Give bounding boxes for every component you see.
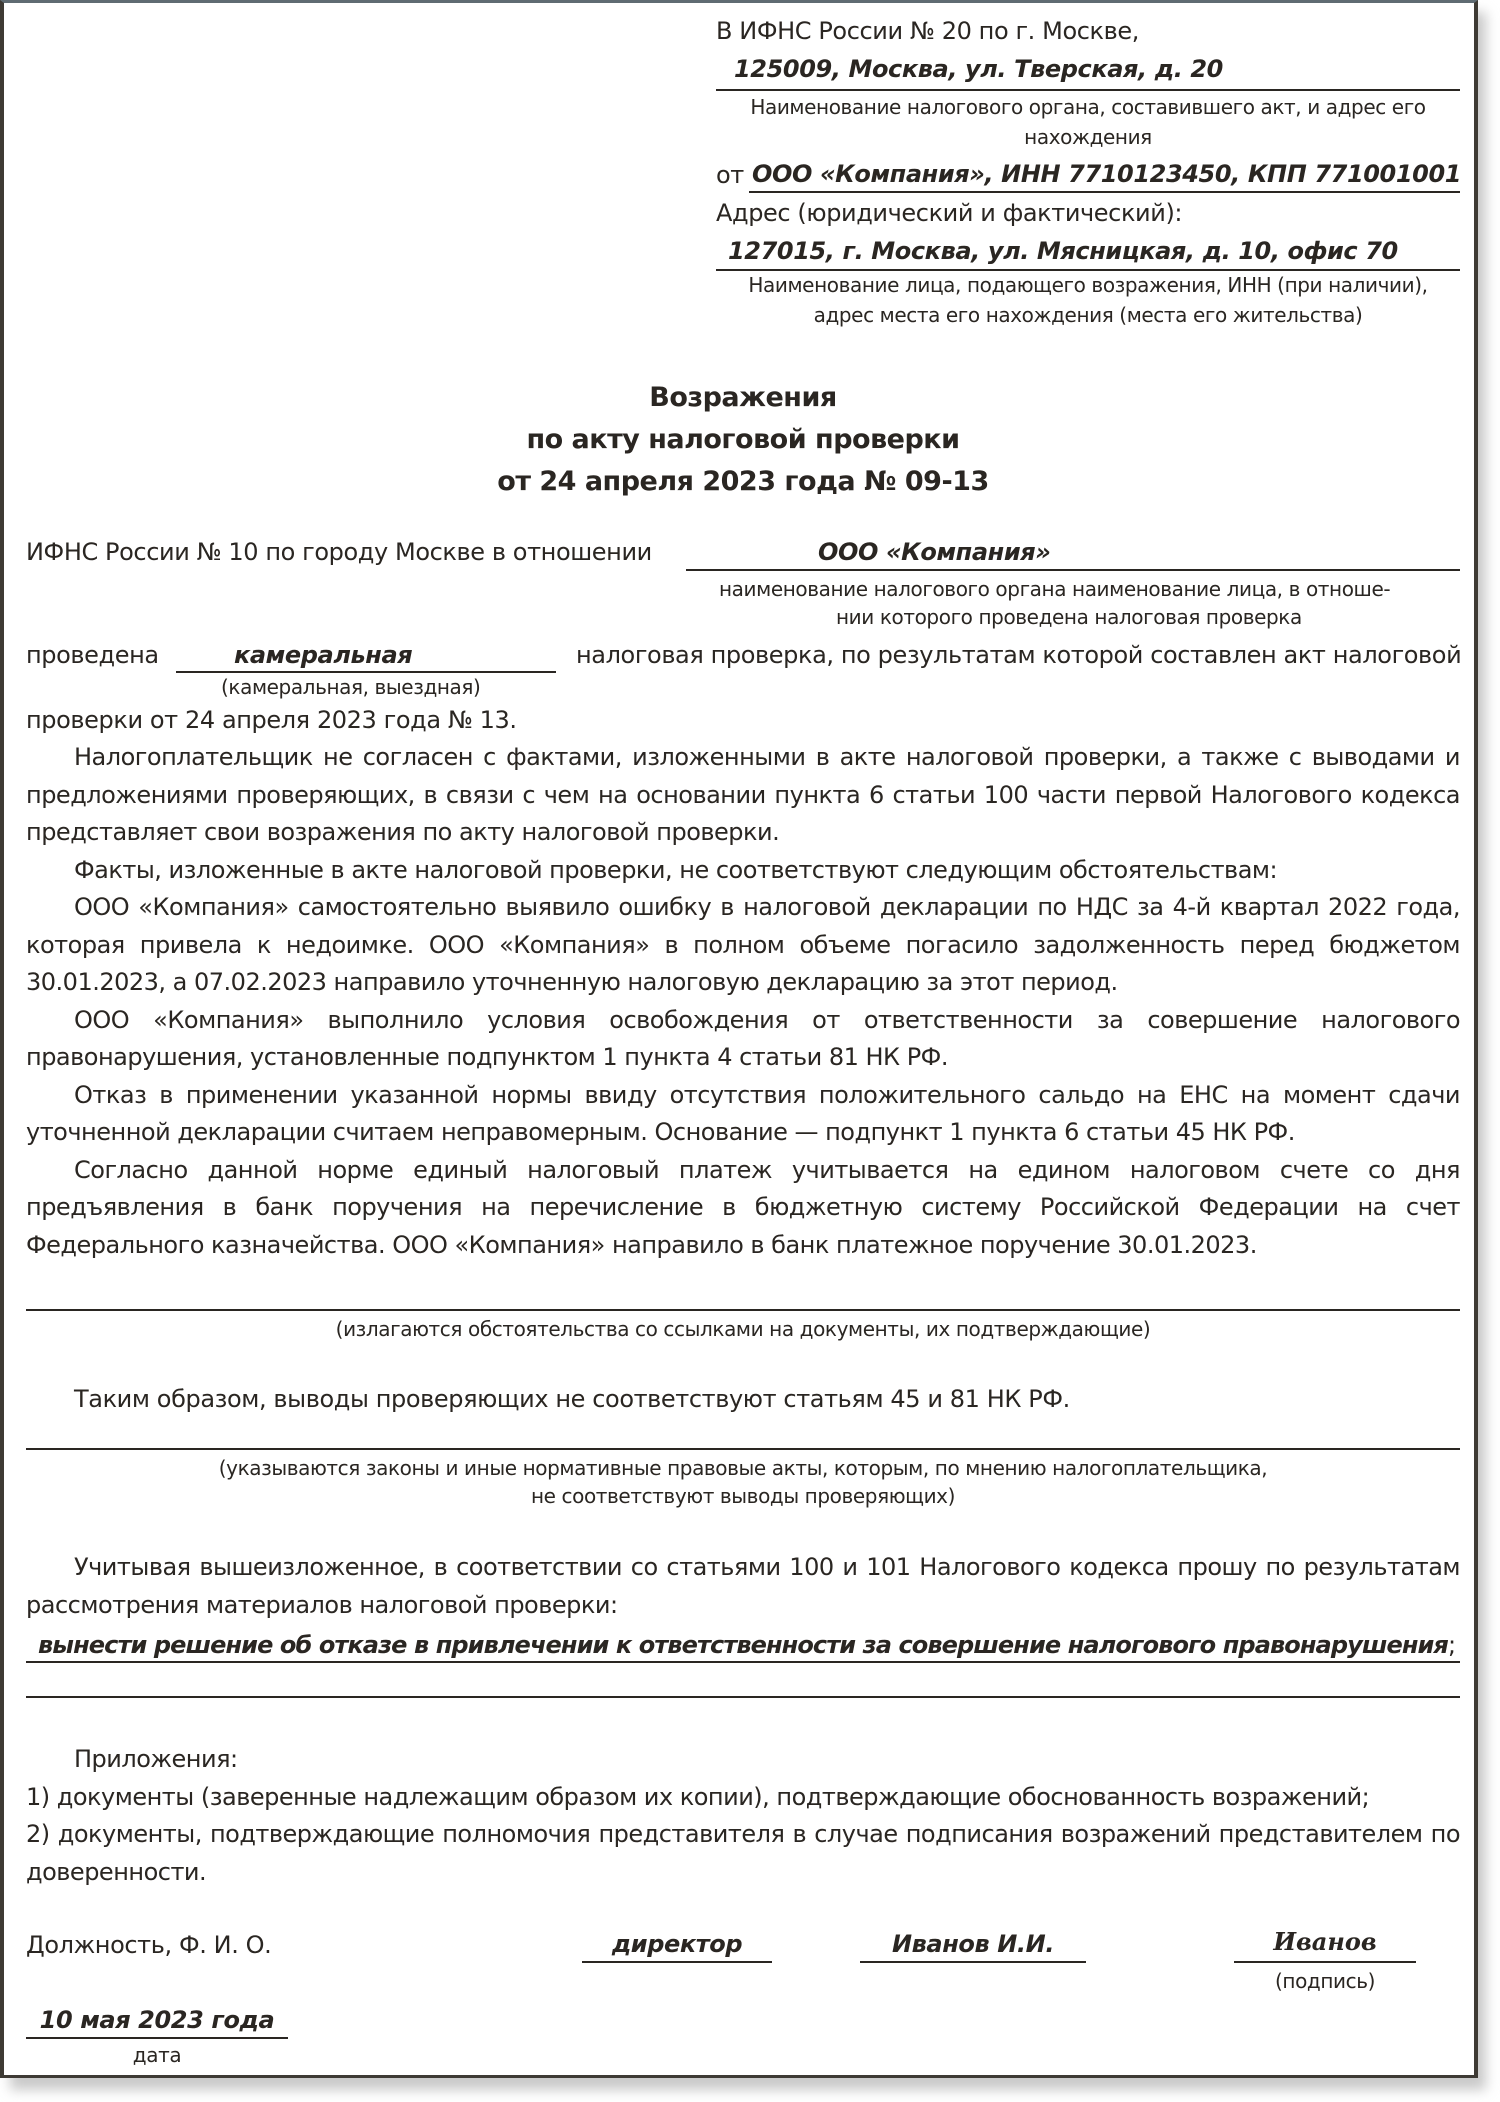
type-field <box>176 637 556 673</box>
date-field <box>26 2003 288 2039</box>
conclusion-text: Таким образом, выводы проверяющих не соответствуют статьям 45 и 81 НК РФ. <box>74 1385 1070 1413</box>
signature-field <box>1234 1923 1416 1963</box>
circumstances-caption: (излагаются обстоятельства со ссылками на документы, их подтверждающие) <box>335 1317 1151 1341</box>
from-value: ООО «Компания», ИНН 7710123450, КПП 771001001 <box>752 160 1462 188</box>
paragraph-5: Отказ в применении указанной нормы ввиду отсутствия положительного сальдо на ЕНС на момент сдачи уточненной декларации считаем неправомерным. Основание — подпункт 1 пункта 6 статьи 45 НК РФ. <box>26 1080 1460 1146</box>
signature-label: Должность, Ф. И. О. <box>26 1931 272 1959</box>
request-suffix: ; <box>1447 1631 1456 1659</box>
signature-value: Иванов <box>1273 1927 1377 1956</box>
request-value: вынести решение об отказе в привлечении к ответственности за совершение налогового правонарушения <box>38 1631 1448 1659</box>
address-value: 127015, г. Москва, ул. Мясницкая, д. 10, офис 70 <box>728 237 1398 265</box>
sender-caption-2: адрес места его нахождения (места его жительства) <box>813 303 1363 327</box>
request-field <box>26 1627 1460 1663</box>
address-field <box>716 235 1460 271</box>
request-extra-rule <box>26 1696 1460 1698</box>
from-field <box>749 157 1460 193</box>
date-value: 10 мая 2023 года <box>39 2006 275 2034</box>
subject-field <box>686 533 1460 571</box>
subject-value: ООО «Компания» <box>818 538 1051 566</box>
name-value: Иванов И.И. <box>891 1930 1055 1958</box>
title-line-3: от 24 апреля 2023 года № 09-13 <box>497 466 989 497</box>
recipient-caption-1: Наименование налогового органа, составившего акт, и адрес его <box>750 95 1426 119</box>
act-line: проверки от 24 апреля 2023 года № 13. <box>26 706 517 734</box>
title-line-1: Возражения <box>649 382 837 413</box>
attachments <box>26 1741 1460 1891</box>
type-caption: (камеральная, выездная) <box>221 675 481 699</box>
laws-rule <box>26 1448 1460 1450</box>
body-paragraphs <box>26 739 1460 1264</box>
name-field <box>860 1927 1086 1963</box>
document-title <box>4 377 1482 503</box>
request-intro: Учитывая вышеизложенное, в соответствии со статьями 100 и 101 Налогового кодекса прошу по результатам рассмотрения материалов налоговой проверки: <box>26 1553 1460 1619</box>
recipient-address-field <box>716 53 1460 91</box>
recipient-address: 125009, Москва, ул. Тверская, д. 20 <box>734 55 1223 83</box>
laws-caption-2: не соответствуют выводы проверяющих) <box>530 1484 956 1508</box>
date-caption: дата <box>132 2043 182 2067</box>
circumstances-rule <box>26 1309 1460 1311</box>
conducted-label: проведена <box>26 641 159 669</box>
signature-caption: (подпись) <box>1274 1969 1375 1993</box>
subject-caption-2: нии которого проведена налоговая проверка <box>836 605 1302 629</box>
request-line <box>38 1631 1456 1659</box>
tail-text: налоговая проверка, по результатам которой составлен акт налоговой <box>576 641 1462 669</box>
recipient-caption-2: нахождения <box>1024 125 1152 149</box>
paragraph-1: Налогоплательщик не согласен с фактами, изложенными в акте налоговой проверки, а также с выводами и предложениями проверяющих, в связи с чем на основании пункта 6 статьи 100 части первой Налогового кодекса представляет свои возражения по акту налоговой проверки. <box>26 743 1460 846</box>
title-line-2: по акту налоговой проверки <box>526 424 960 455</box>
attachment-item-2: 2) документы, подтверждающие полномочия представителя в случае подписания возражений представителем по доверенности. <box>26 1820 1460 1886</box>
from-prefix: от <box>716 161 744 189</box>
type-value: камеральная <box>234 641 413 669</box>
laws-caption-1: (указываются законы и иные нормативные правовые акты, которым, по мнению налогоплательщика, <box>218 1456 1268 1480</box>
sender-caption-1: Наименование лица, подающего возражения, ИНН (при наличии), <box>748 273 1428 297</box>
subject-caption-1: наименование налогового органа наименование лица, в отноше- <box>719 577 1391 601</box>
paragraph-2: Факты, изложенные в акте налоговой проверки, не соответствуют следующим обстоятельствам: <box>74 855 1278 884</box>
paragraph-6: Согласно данной норме единый налоговый платеж учитывается на едином налоговом счете со дня предъявления в банк поручения на перечисление в бюджетную систему Российской Федерации на счет Федерального казначейства. ООО «Компания» направило в банк платежное поручение 30.01.2023. <box>26 1155 1460 1259</box>
position-value: директор <box>611 1930 743 1958</box>
paragraph-4: ООО «Компания» выполнило условия освобождения от ответственности за совершение налогового правонарушения, установленные подпунктом 1 пункта 4 статьи 81 НК РФ. <box>26 1005 1460 1071</box>
authority-text: ИФНС России № 10 по городу Москве в отношении <box>26 538 652 566</box>
attachment-item-1: 1) документы (заверенные надлежащим образом их копии), подтверждающие обоснованность возражений; <box>26 1782 1370 1811</box>
attachments-heading: Приложения: <box>74 1745 238 1773</box>
paragraph-3: ООО «Компания» самостоятельно выявило ошибку в налоговой декларации по НДС за 4-й квартал 2022 года, которая привела к недоимке. ООО «Компания» в полном объеме погасило задолженность перед бюджетом 30.01.2023, а 07.02.2023 направило уточненную налоговую декларацию за этот период. <box>26 893 1460 996</box>
address-label: Адрес (юридический и фактический): <box>716 199 1183 227</box>
recipient-line: В ИФНС России № 20 по г. Москве, <box>716 17 1139 45</box>
position-field <box>582 1927 772 1963</box>
